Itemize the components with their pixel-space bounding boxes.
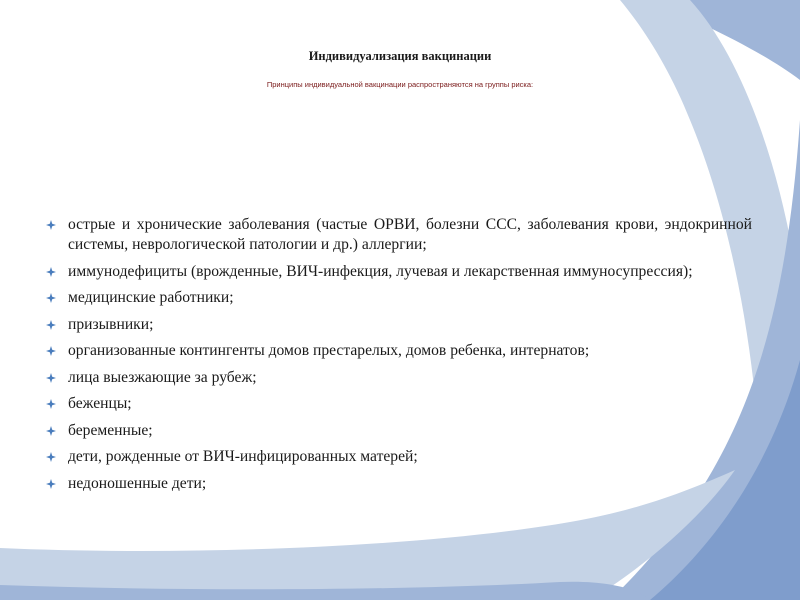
- four-point-star-icon: [46, 447, 60, 467]
- list-item-text: недоношенные дети;: [68, 474, 207, 492]
- list-item-text: иммунодефициты (врожденные, ВИЧ-инфекция, лучевая и лекарственная иммуносупрессия);: [68, 262, 693, 280]
- four-point-star-icon: [46, 341, 60, 361]
- four-point-star-icon: [46, 474, 60, 494]
- list-item: [46, 394, 752, 414]
- four-point-star-icon: [46, 288, 60, 308]
- four-point-star-icon: [46, 394, 60, 414]
- list-item: [46, 262, 752, 282]
- four-point-star-icon: [46, 421, 60, 441]
- slide-subtitle: Принципы индивидуальной вакцинации распространяются на группы риска:: [266, 80, 534, 89]
- list-item-text: призывники;: [68, 315, 154, 333]
- list-item-text: организованные контингенты домов престарелых, домов ребенка, интернатов;: [68, 342, 590, 359]
- list-item: [46, 421, 752, 441]
- list-item-text: лица выезжающие за рубеж;: [68, 368, 257, 386]
- list-item: [46, 447, 752, 467]
- list-item-text: беженцы;: [68, 395, 132, 412]
- list-item-text: острые и хронические заболевания (частые ОРВИ, болезни ССС, заболевания крови, эндокринной системы, неврологической патологии и др.) аллергии;: [68, 216, 752, 253]
- slide-title: Индивидуализация вакцинации: [308, 49, 492, 63]
- list-item-text: медицинские работники;: [68, 289, 234, 306]
- list-item: [46, 368, 752, 388]
- four-point-star-icon: [46, 262, 60, 282]
- list-item-text: дети, рожденные от ВИЧ-инфицированных матерей;: [68, 448, 418, 465]
- four-point-star-icon: [46, 215, 60, 235]
- four-point-star-icon: [46, 368, 60, 388]
- four-point-star-icon: [46, 315, 60, 335]
- list-item: [46, 288, 752, 308]
- risk-groups-list: [46, 215, 752, 500]
- list-item: [46, 474, 752, 494]
- list-item: [46, 341, 752, 361]
- list-item: [46, 215, 752, 255]
- list-item: [46, 315, 752, 335]
- list-item-text: беременные;: [68, 421, 153, 439]
